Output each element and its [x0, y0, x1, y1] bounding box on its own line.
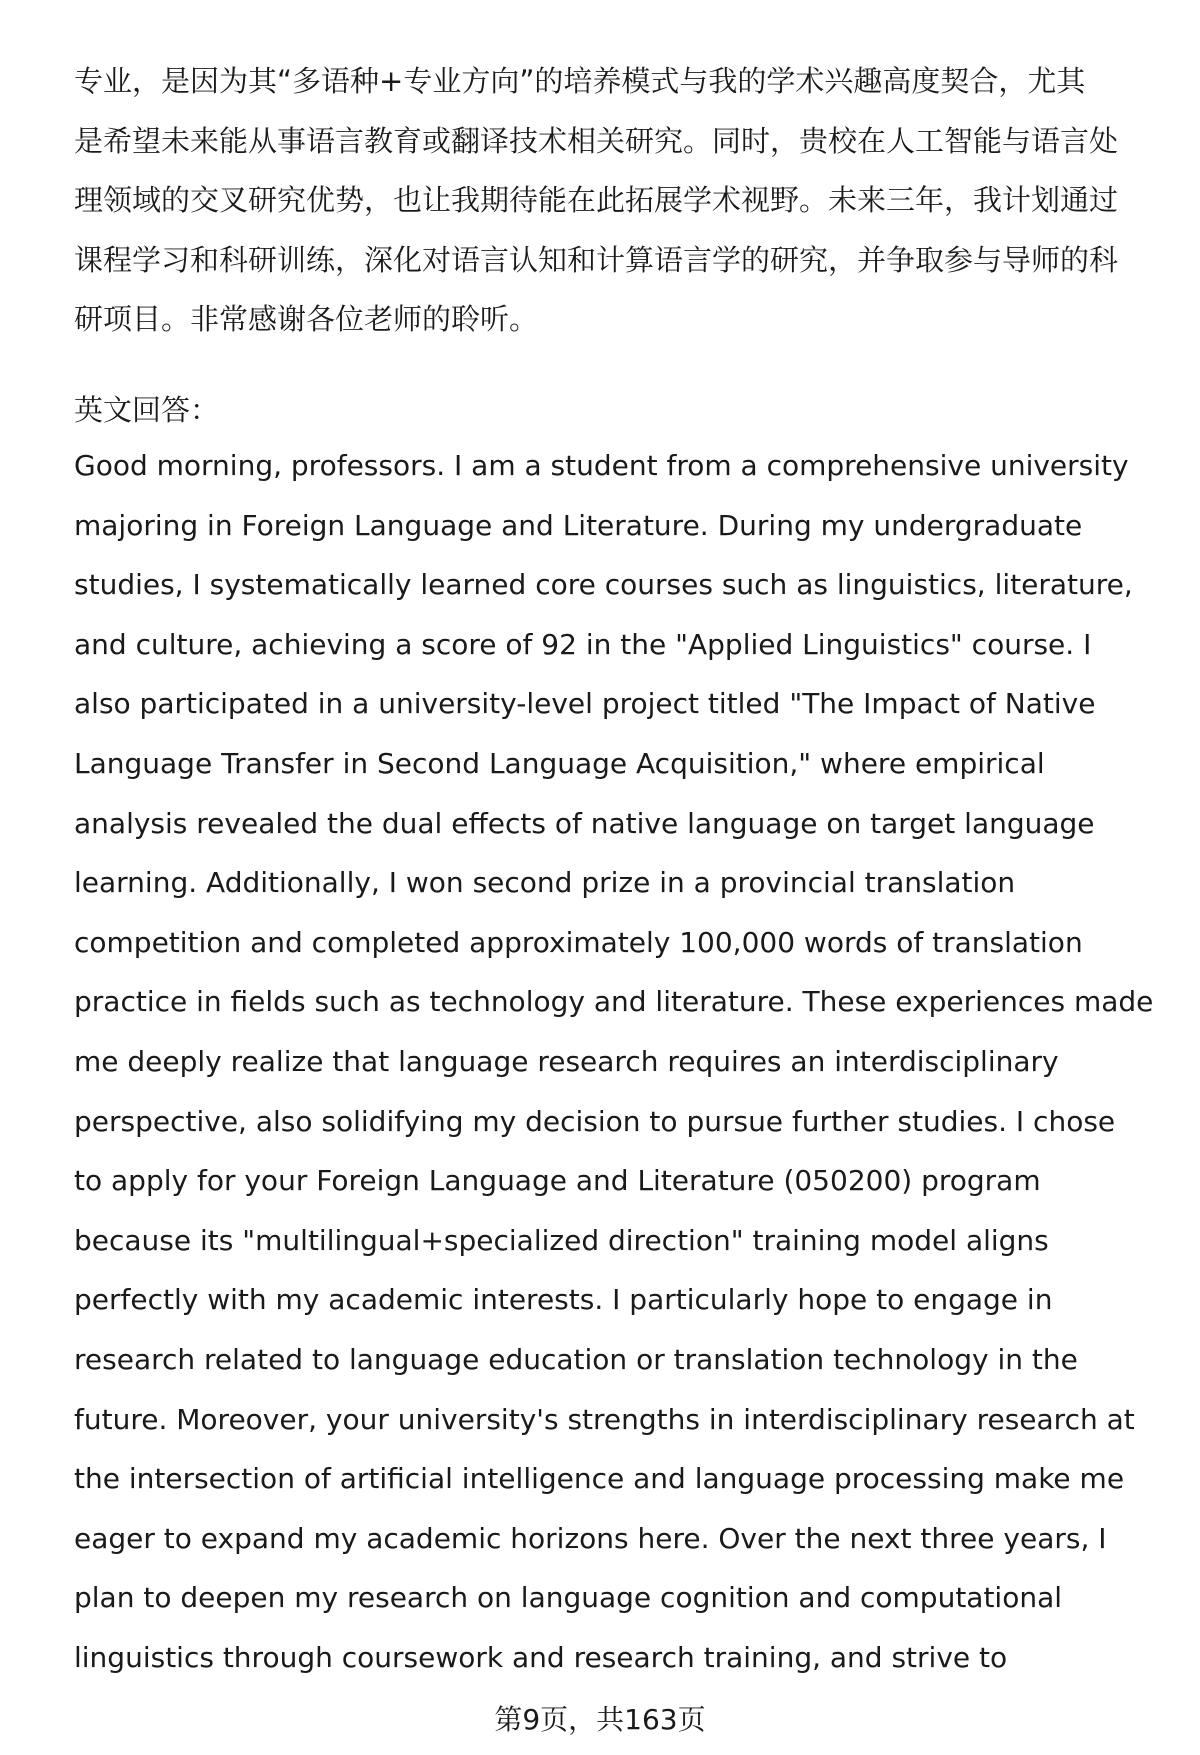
paragraph-line: studies, I systematically learned core courses such as linguistics, literature,: [74, 568, 1133, 602]
english-answer-label: 英文回答：: [74, 393, 220, 427]
paragraph-line: Language Transfer in Second Language Acquisition," where empirical: [74, 746, 1045, 780]
english-answer-paragraph: [74, 436, 1164, 1687]
page-number-footer: 第9页，共163页: [494, 1703, 706, 1736]
paragraph-line: 是希望未来能从事语言教育或翻译技术相关研究。同时，贵校在人工智能与语言处: [74, 123, 1119, 158]
paragraph-line: learning. Additionally, I won second prize in a provincial translation: [74, 866, 1016, 900]
paragraph-line: 专业，是因为其“多语种+专业方向”的培养模式与我的学术兴趣高度契合，尤其: [74, 64, 1086, 98]
paragraph-line: competition and completed approximately 100,000 words of translation: [74, 925, 1083, 959]
paragraph-line: 理领域的交叉研究优势，也让我期待能在此拓展学术视野。未来三年，我计划通过: [74, 183, 1119, 218]
paragraph-line: also participated in a university-level project titled "The Impact of Native: [74, 687, 1096, 721]
paragraph-line: research related to language education or translation technology in the: [74, 1342, 1078, 1376]
paragraph-line: future. Moreover, your university's strengths in interdisciplinary research at: [74, 1402, 1135, 1436]
paragraph-line: me deeply realize that language research requires an interdisciplinary: [74, 1044, 1059, 1078]
paragraph-line: analysis revealed the dual effects of native language on target language: [74, 806, 1095, 840]
paragraph-line: the intersection of artificial intelligence and language processing make me: [74, 1462, 1125, 1496]
paragraph-line: and culture, achieving a score of 92 in the "Applied Linguistics" course. I: [74, 627, 1092, 661]
paragraph-line: eager to expand my academic horizons here. Over the next three years, I: [74, 1521, 1107, 1555]
paragraph-line: perfectly with my academic interests. I particularly hope to engage in: [74, 1283, 1053, 1317]
paragraph-line: Good morning, professors. I am a student from a comprehensive university: [74, 449, 1129, 482]
chinese-answer-paragraph: [74, 52, 1154, 350]
paragraph-line: 研项目。非常感谢各位老师的聆听。: [74, 302, 539, 337]
paragraph-line: perspective, also solidifying my decision to pursue further studies. I chose: [74, 1104, 1116, 1138]
paragraph-line: plan to deepen my research on language cognition and computational: [74, 1581, 1063, 1615]
paragraph-line: majoring in Foreign Language and Literature. During my undergraduate: [74, 508, 1083, 542]
paragraph-line: practice in fields such as technology and literature. These experiences made: [74, 985, 1154, 1019]
paragraph-line: because its "multilingual+specialized direction" training model aligns: [74, 1223, 1049, 1257]
paragraph-line: to apply for your Foreign Language and Literature (050200) program: [74, 1164, 1041, 1198]
paragraph-line: linguistics through coursework and research training, and strive to: [74, 1640, 1008, 1674]
paragraph-line: 课程学习和科研训练，深化对语言认知和计算语言学的研究，并争取参与导师的科: [74, 242, 1119, 277]
